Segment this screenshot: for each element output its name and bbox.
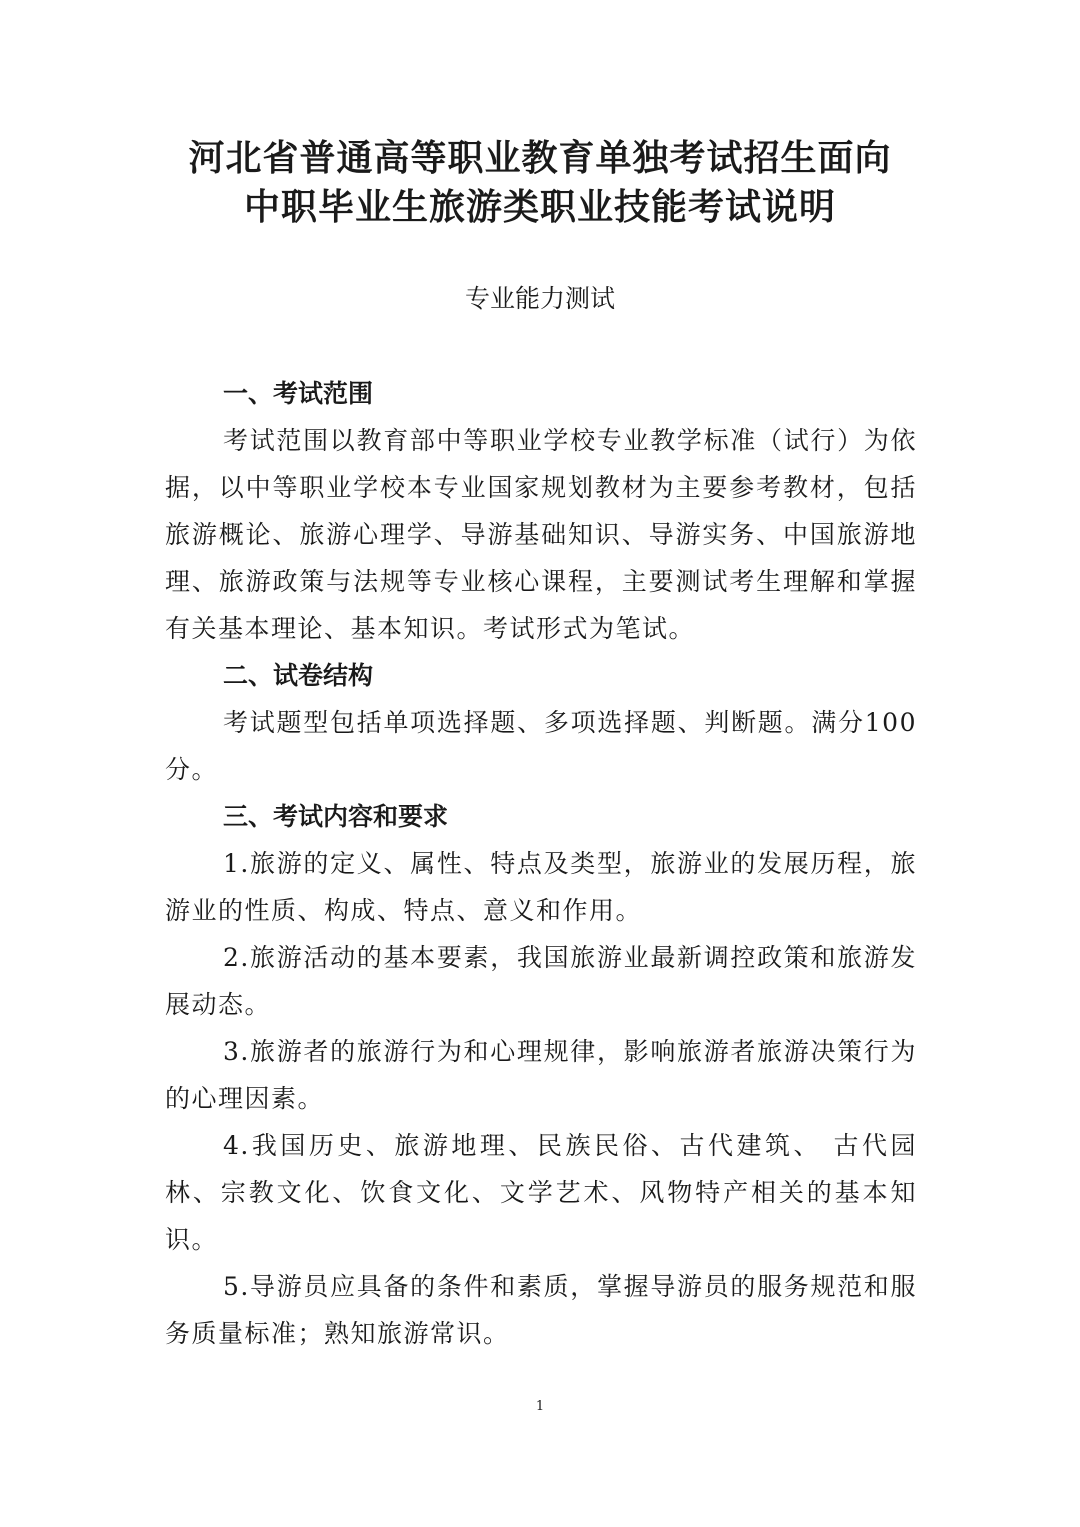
section-heading: 一、考试范围 [223, 379, 374, 408]
list-item: 5.导游员应具备的条件和素质，掌握导游员的服务规范和服务质量标准；熟知旅游常识。 [165, 1272, 917, 1348]
list-item: 2.旅游活动的基本要素，我国旅游业最新调控政策和旅游发展动态。 [165, 943, 917, 1019]
document-title-line-2: 中职毕业生旅游类职业技能考试说明 [243, 186, 836, 228]
section-exam-content [165, 793, 917, 1357]
section-paper-structure [165, 652, 917, 793]
page-number: 1 [535, 1399, 545, 1414]
body-paragraph: 考试题型包括单项选择题、多项选择题、判断题。满分100分。 [165, 708, 917, 784]
document-title-line-1: 河北省普通高等职业教育单独考试招生面向 [188, 137, 892, 179]
section-heading: 三、考试内容和要求 [223, 802, 449, 831]
document-body [165, 370, 917, 1357]
list-item: 1.旅游的定义、属性、特点及类型，旅游业的发展历程，旅游业的性质、构成、特点、意义和作用。 [165, 849, 917, 925]
list-item: 3.旅游者的旅游行为和心理规律，影响旅游者旅游决策行为的心理因素。 [165, 1037, 917, 1113]
section-heading: 二、试卷结构 [223, 661, 374, 690]
body-paragraph: 考试范围以教育部中等职业学校专业教学标准（试行）为依据，以中等职业学校本专业国家规划教材为主要参考教材，包括旅游概论、旅游心理学、导游基础知识、导游实务、中国旅游地理、旅游政策与法规等专业核心课程，主要测试考生理解和掌握有关基本理论、基本知识。考试形式为笔试。 [165, 426, 917, 643]
section-exam-scope [165, 370, 917, 652]
document-subtitle: 专业能力测试 [464, 284, 615, 313]
list-item: 4.我国历史、旅游地理、民族民俗、古代建筑、 古代园林、宗教文化、饮食文化、文学艺术、风物特产相关的基本知识。 [165, 1131, 917, 1254]
